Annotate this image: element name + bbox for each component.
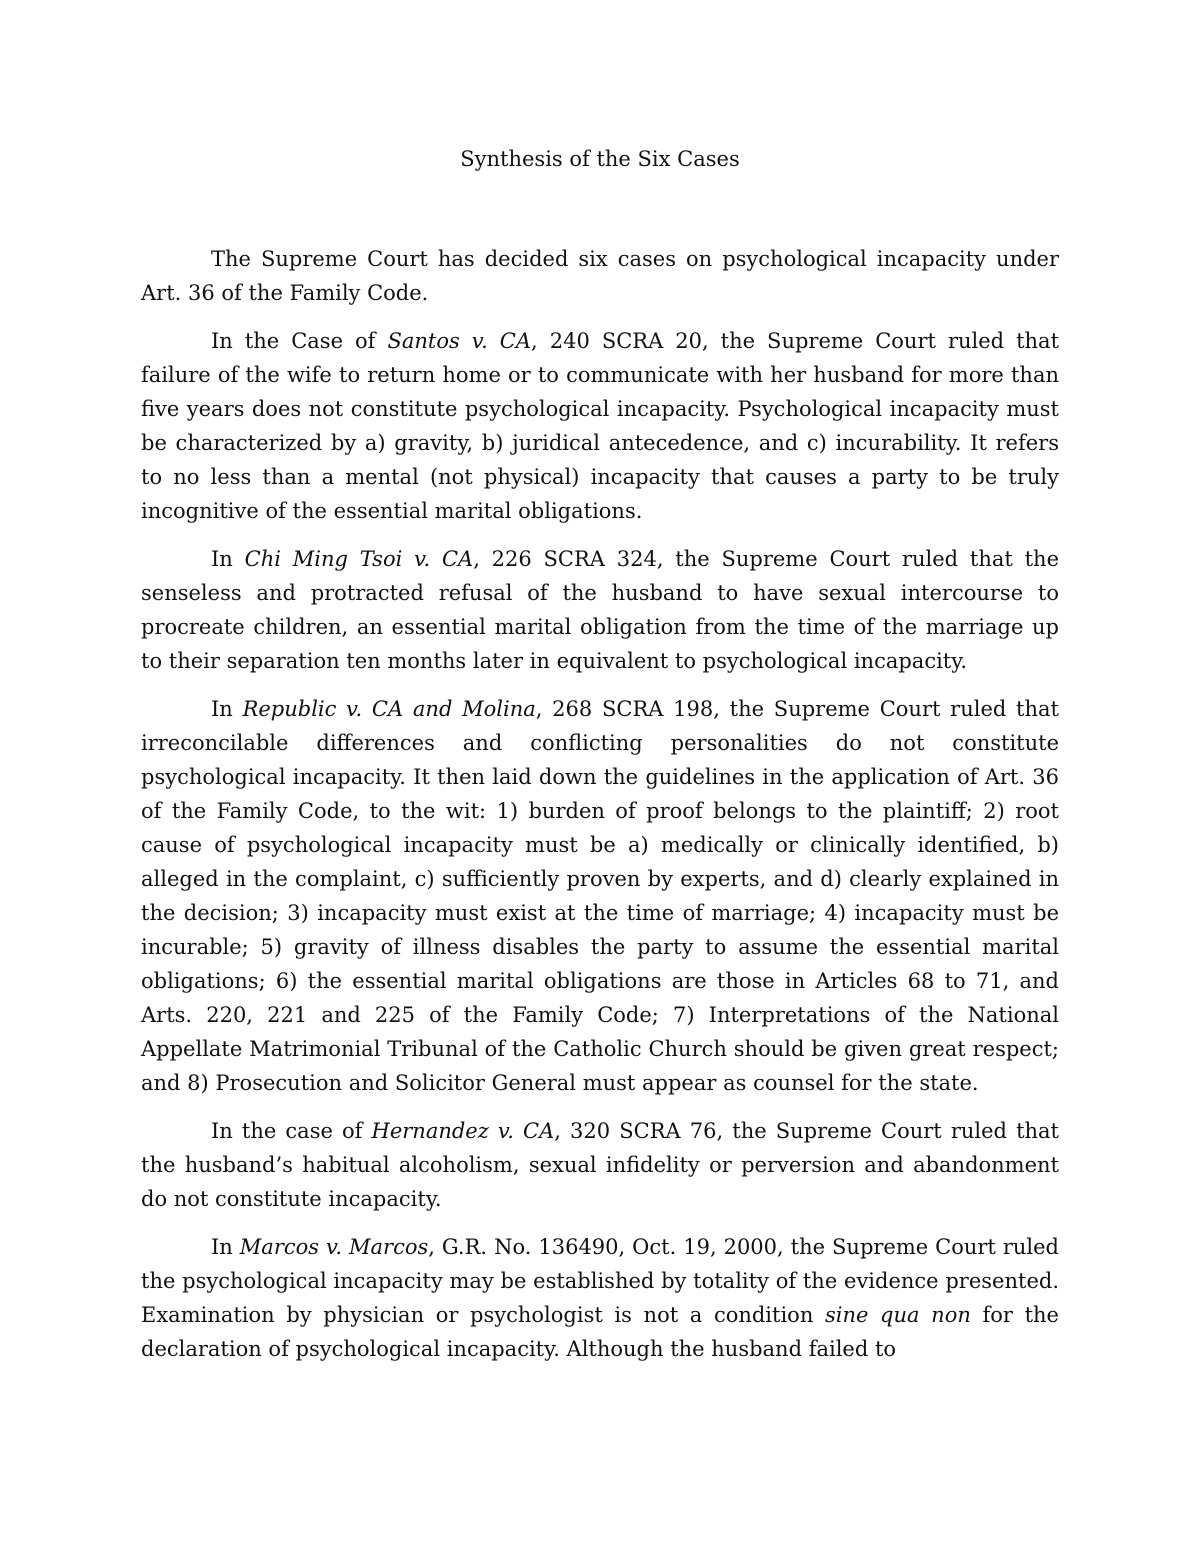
paragraph-marcos	[141, 1230, 1059, 1366]
marcos-lead: In	[211, 1235, 240, 1259]
molina-text: , 268 SCRA 198, the Supreme Court ruled that irreconcilable differences and conflicting personalities do not constitute psychological incapacity. It then laid down the guidelines in the application of Art. 36 of the Family Code, to the wit: 1) burden of proof belongs to the plaintiff; 2) root cause of psychological incapacity must be a) medically or clinically identified, b) alleged in the complaint, c) sufficiently proven by experts, and d) clearly explained in the decision; 3) incapacity must exist at the time of marriage; 4) incapacity must be incurable; 5) gravity of illness disables the party to assume the essential marital obligations; 6) the essential marital obligations are those in Articles 68 to 71, and Arts. 220, 221 and 225 of the Family Code; 7) Interpretations of the National Appellate Matrimonial Tribunal of the Catholic Church should be given great respect; and 8) Prosecution and Solicitor General must appear as counsel for the state.	[141, 697, 1059, 1095]
hernandez-text: , 320 SCRA 76, the Supreme Court ruled that the husband’s habitual alcoholism, sexual infidelity or perversion and abandonment do not constitute incapacity.	[141, 1119, 1059, 1211]
santos-lead: In the Case of	[211, 329, 388, 353]
document-body	[141, 242, 1059, 1380]
paragraph-santos	[141, 324, 1059, 528]
case-name-santos: Santos v. CA	[387, 329, 532, 353]
santos-text: , 240 SCRA 20, the Supreme Court ruled that failure of the wife to return home or to communicate with her husband for more than five years does not constitute psychological incapacity. Psychological incapacity must be characterized by a) gravity, b) juridical antecedence, and c) incurability. It refers to no less than a mental (not physical) incapacity that causes a party to be truly incognitive of the essential marital obligations.	[141, 329, 1060, 523]
paragraph-molina	[141, 692, 1059, 1100]
paragraph-intro	[141, 242, 1059, 310]
marcos-text-1: , G.R. No. 136490, Oct. 19, 2000, the Supreme Court ruled the psychological incapacity may be established by totality of the evidence presented. Examination by physician or psychologist is not a condition	[141, 1235, 1059, 1327]
case-name-tsoi: Chi Ming Tsoi v. CA	[244, 547, 474, 571]
intro-text: The Supreme Court has decided six cases on psychological incapacity under Art. 36 of the Family Code.	[141, 247, 1059, 305]
paragraph-chi-ming-tsoi	[141, 542, 1059, 678]
paragraph-hernandez	[141, 1114, 1059, 1216]
tsoi-lead: In	[211, 547, 245, 571]
marcos-text-2: for the declaration of psychological incapacity. Although the husband failed to	[141, 1303, 1059, 1361]
case-name-molina: Republic v. CA and Molina	[242, 697, 536, 721]
document-title: Synthesis of the Six Cases	[460, 147, 740, 171]
tsoi-text: , 226 SCRA 324, the Supreme Court ruled that the senseless and protracted refusal of the husband to have sexual intercourse to procreate children, an essential marital obligation from the time of the marriage up to their separation ten months later in equivalent to psychological incapacity.	[141, 547, 1059, 673]
latin-phrase-sine-qua-non: sine qua non	[824, 1303, 971, 1327]
molina-lead: In	[211, 697, 243, 721]
hernandez-lead: In the case of	[211, 1119, 372, 1143]
case-name-hernandez: Hernandez v. CA	[371, 1119, 555, 1143]
case-name-marcos: Marcos v. Marcos	[239, 1235, 429, 1259]
